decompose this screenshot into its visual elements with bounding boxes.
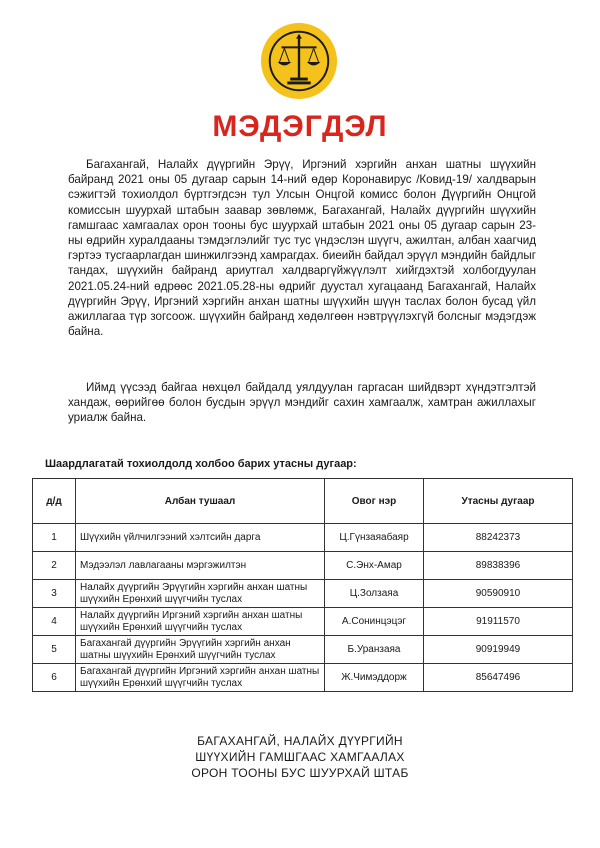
header-name: Овог нэр xyxy=(325,479,424,524)
signature-line-1: БАГАХАНГАЙ, НАЛАЙХ ДҮҮРГИЙН xyxy=(197,734,403,748)
notice-title: МЭДЭГДЭЛ xyxy=(212,110,388,143)
row-number: 2 xyxy=(33,552,76,580)
row-name: А.Сонинцэцэг xyxy=(325,608,424,636)
row-position: Шүүхийн үйлчилгээний хэлтсийн дарга xyxy=(76,524,325,552)
signature-line-3: ОРОН ТООНЫ БУС ШУУРХАЙ ШТАБ xyxy=(191,766,409,780)
row-phone: 90919949 xyxy=(424,636,573,664)
row-number: 3 xyxy=(33,580,76,608)
row-name: Б.Уранзаяа xyxy=(325,636,424,664)
row-number: 6 xyxy=(33,664,76,692)
row-phone: 85647496 xyxy=(424,664,573,692)
signature-line-2: ШҮҮХИЙН ГАМШГААС ХАМГААЛАХ xyxy=(195,750,405,764)
row-name: Ц.Золзаяа xyxy=(325,580,424,608)
table-row xyxy=(33,580,573,608)
row-position: Багахангай дүүргийн Эрүүгийн хэргийн анхан шатны шүүхийн Ерөнхий шүүгчийн туслах xyxy=(76,636,325,664)
row-position: Мэдээлэл лавлагааны мэргэжилтэн xyxy=(76,552,325,580)
signature-block xyxy=(0,733,600,781)
table-row xyxy=(33,608,573,636)
row-phone: 90590910 xyxy=(424,580,573,608)
header-number: д/д xyxy=(33,479,76,524)
table-row xyxy=(33,524,573,552)
row-phone: 89838396 xyxy=(424,552,573,580)
table-header-row xyxy=(33,479,573,524)
table-row xyxy=(33,552,573,580)
row-phone: 88242373 xyxy=(424,524,573,552)
notice-paragraph-1: Багахангай, Налайх дүүргийн Эрүү, Иргэний хэргийн анхан шатны шүүхийн байранд 2021 оны 05 дугаар сарын 14-ний өдөр Коронавирус /Ковид-19/ халдварын сэжигтэй тохиолдол бүртгэгдсэн тул Улсын Онцгой комисс болон Дүүргийн Онцгой комиссын шуурхай штабын заавар зөвлөмж, Багахангай, Налайх дүүргийн шүүхийн гамшгаас хамгаалах орон тооны бус шуурхай штабын 2021 оны 05 дугаар сарын 23-ны өдрийн хуралдааны тэмдэглэлийг тус тус үндэслэн шүүгч, ажилтан, албан хаагчид гэртээ тусгаарлагдан шинжилгээнд хамрагдах. биеийн байдал эрүүл мэндийн байдлыг тандах, шүүхийн байранд ариутгал халдваргүйжүүлэлт хийгдэхтэй холбогдуулан 2021.05.24-ний өдрөөс 2021.05.28-ны өдрийг дуустал хугацаанд Багахангай, Налайх дүүргийн Эрүү, Иргэний хэргийн анхан шатны шүүхийн шүүн таслах болон бусад үйл ажиллагаа түр зогсоож. шүүхийн байранд хөдөлгөөн нэвтрүүлэхгүй болсныг мэдэгдэж байна. xyxy=(68,158,536,339)
row-position: Налайх дүүргийн Эрүүгийн хэргийн анхан шатны шүүхийн Ерөнхий шүүгчийн туслах xyxy=(76,580,325,608)
row-name: С.Энх-Амар xyxy=(325,552,424,580)
court-emblem-icon xyxy=(260,22,338,100)
row-position: Налайх дүүргийн Иргэний хэргийн анхан шатны шүүхийн Ерөнхий шүүгчийн туслах xyxy=(76,608,325,636)
row-number: 5 xyxy=(33,636,76,664)
row-number: 4 xyxy=(33,608,76,636)
row-number: 1 xyxy=(33,524,76,552)
header-position: Албан тушаал xyxy=(76,479,325,524)
row-name: Ж.Чимэддорж xyxy=(325,664,424,692)
row-name: Ц.Гүнзаяабаяр xyxy=(325,524,424,552)
table-row xyxy=(33,636,573,664)
table-row xyxy=(33,664,573,692)
row-position: Багахангай дүүргийн Иргэний хэргийн анхан шатны шүүхийн Ерөнхий шүүгчийн туслах xyxy=(76,664,325,692)
contacts-table xyxy=(32,478,573,692)
row-phone: 91911570 xyxy=(424,608,573,636)
contacts-heading: Шаардлагатай тохиолдолд холбоо барих утасны дугаар: xyxy=(45,458,357,470)
notice-paragraph-2: Иймд үүсээд байгаа нөхцөл байдалд уялдуулан гаргасан шийдвэрт хүндэтгэлтэй хандаж, өөрийгөө болон бусдын эрүүл мэндийг сахин хамгаалж, хамтран ажиллахыг уриалж байна. xyxy=(68,381,536,425)
header-phone: Утасны дугаар xyxy=(424,479,573,524)
